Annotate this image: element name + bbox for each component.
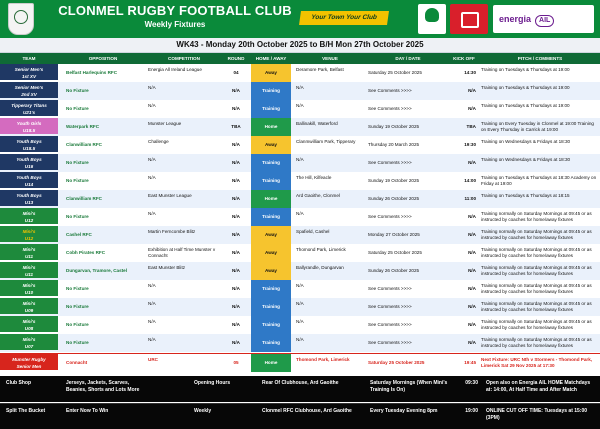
bucket-frequency: Weekly — [194, 408, 212, 414]
day-cell: Sunday 19 October 2025 — [368, 124, 420, 129]
bucket-location: Clonmel RFC Clubhouse, Ard Gaoithe — [262, 408, 352, 414]
day-cell: See Comments >>>> — [368, 304, 412, 309]
sponsor-name: energia — [499, 14, 532, 24]
pitch-cell: Training on Wednesdays & Fridays at 18:30 — [481, 157, 571, 162]
irfu-logo-icon — [418, 4, 446, 34]
opposition-cell: Waterpark RFC — [66, 124, 100, 129]
day-cell: Saturday 25 October 2025 — [368, 360, 425, 365]
day-cell: Monday 27 October 2025 — [368, 232, 420, 237]
opposition-cell: Belfast Harlequins RFC — [66, 70, 118, 75]
shop-hours-label: Opening Hours — [194, 380, 231, 386]
kick-off-cell: N/A — [468, 322, 476, 327]
day-cell: Saturday 25 October 2025 — [368, 70, 422, 75]
round-cell: N/A — [232, 286, 240, 291]
competition-cell: N/A — [148, 103, 156, 108]
kick-off-cell: N/A — [468, 268, 476, 273]
home-away-cell: Training — [251, 298, 291, 316]
table-row — [0, 316, 600, 334]
split-bucket-bar — [0, 403, 600, 429]
venue-cell: Thomond Park, Limerick — [296, 247, 346, 252]
col-opposition: OPPOSITION — [88, 56, 118, 61]
venue-cell: Ard Gaoithe, Clonmel — [296, 193, 340, 198]
day-cell: See Comments >>>> — [368, 88, 412, 93]
munster-row — [0, 353, 600, 372]
team-cell: Mini's U07 — [0, 334, 58, 350]
venue-cell: N/A — [296, 301, 304, 306]
venue-cell: N/A — [296, 283, 304, 288]
kick-off-cell: N/A — [468, 106, 476, 111]
col-day-date: DAY / DATE — [395, 56, 421, 61]
team-cell: Munster Rugby Senior Men — [0, 354, 58, 370]
venue-cell: The Hill, Kilfeacle — [296, 175, 332, 180]
opposition-cell: No Fixture — [66, 304, 89, 309]
team-cell: Youth Girls U18.5 — [0, 118, 58, 134]
venue-cell: Spafield, Cashel — [296, 229, 330, 234]
day-cell: Sunday 19 October 2025 — [368, 178, 420, 183]
competition-cell: URC — [148, 357, 158, 362]
home-away-cell: Home — [251, 354, 291, 372]
shop-items: Jerseys, Jackets, Scarves, Beanies, Shorts and Lots More — [66, 380, 140, 393]
kick-off-cell: N/A — [468, 160, 476, 165]
week-title: WK43 - Monday 20th October 2025 to B/H Mon 27th October 2025 — [0, 38, 600, 53]
home-away-cell: Home — [251, 190, 291, 208]
page-subtitle: Weekly Fixtures — [144, 20, 206, 29]
table-row — [0, 280, 600, 298]
opposition-cell: Cashel RFC — [66, 232, 92, 237]
kick-off-cell: 19:45 — [464, 360, 476, 365]
pitch-cell: Training normally on Saturday Mornings at 09:45 or as instructed by coaches for home/away fixtures — [481, 319, 592, 330]
home-away-cell: Away — [251, 136, 291, 154]
bucket-time: 19:00 — [465, 408, 478, 414]
venue-cell: N/A — [296, 211, 304, 216]
competition-cell: N/A — [148, 175, 156, 180]
col-pitch-comments: PITCH / COMMENTS — [517, 56, 563, 61]
kick-off-cell: N/A — [468, 286, 476, 291]
pitch-cell: Training on Tuesdays & Thursdays at 18:15 — [481, 193, 570, 198]
kick-off-cell: N/A — [468, 340, 476, 345]
kick-off-cell: 19:30 — [464, 142, 476, 147]
home-away-cell: Training — [251, 208, 291, 226]
opposition-cell: Clanwilliam RFC — [66, 196, 102, 201]
team-cell: Senior Men's 2nd XV — [0, 82, 58, 98]
table-row — [0, 226, 600, 244]
kick-off-cell: N/A — [468, 250, 476, 255]
venue-cell: N/A — [296, 85, 304, 90]
competition-cell: N/A — [148, 337, 156, 342]
opposition-cell: No Fixture — [66, 340, 89, 345]
shop-time: 09:30 — [465, 380, 478, 386]
day-cell: See Comments >>>> — [368, 322, 412, 327]
col-kick-off: KICK OFF — [453, 56, 475, 61]
table-row — [0, 154, 600, 172]
pitch-cell: Training on Tuesdays & Thursdays at 18:30 Academy on Friday at 19:00 — [481, 175, 597, 186]
col-competition: COMPETITION — [168, 56, 200, 61]
header-banner — [0, 0, 600, 38]
home-away-cell: Training — [251, 100, 291, 118]
round-cell: TBA — [231, 124, 241, 129]
table-row — [0, 172, 600, 190]
team-cell: Youth Boys U14 — [0, 172, 58, 188]
team-cell: Mini's U12 — [0, 226, 58, 242]
round-cell: 04 — [233, 70, 239, 75]
table-row — [0, 64, 600, 82]
pitch-cell: Next Fixture: URC Nth v Stormers - Thomond Park, Limerick Sat 29 Nov 2025 at 17:30 — [481, 357, 593, 368]
opposition-cell: Clanwilliam RFC — [66, 142, 102, 147]
round-cell: N/A — [232, 142, 240, 147]
table-row — [0, 208, 600, 226]
munster-logo-icon — [450, 4, 488, 34]
kick-off-cell: 14:00 — [464, 178, 476, 183]
pitch-cell: Training normally on Saturday Mornings at 09:45 or as instructed by coaches for home/away fixtures — [481, 283, 592, 294]
day-cell: Sunday 26 October 2025 — [368, 196, 420, 201]
round-cell: N/A — [232, 340, 240, 345]
venue-cell: N/A — [296, 337, 304, 342]
competition-cell: East Munster League — [148, 193, 192, 198]
round-cell: N/A — [232, 160, 240, 165]
home-away-cell: Away — [251, 226, 291, 244]
team-cell: Senior Men's 1st XV — [0, 64, 58, 80]
round-cell: N/A — [232, 232, 240, 237]
home-away-cell: Away — [251, 244, 291, 262]
day-cell: See Comments >>>> — [368, 340, 412, 345]
venue-cell: Clanmwilliam Park, Tipperary — [296, 139, 356, 144]
opposition-cell: Connacht — [66, 360, 88, 365]
day-cell: Thursday 20 March 2025 — [368, 142, 420, 147]
table-row — [0, 136, 600, 154]
page-title: CLONMEL RUGBY FOOTBALL CLUB — [58, 3, 292, 18]
kick-off-cell: N/A — [468, 88, 476, 93]
team-cell: Youth Boys U18.5 — [0, 136, 58, 152]
competition-cell: East Munster Blitz — [148, 265, 186, 270]
home-away-cell: Training — [251, 82, 291, 100]
kick-off-cell: N/A — [468, 214, 476, 219]
round-cell: N/A — [232, 268, 240, 273]
competition-cell: Munster League — [148, 121, 182, 126]
team-cell: Mini's U08 — [0, 316, 58, 332]
round-cell: N/A — [232, 214, 240, 219]
competition-cell: N/A — [148, 283, 156, 288]
kick-off-cell: 11:00 — [464, 196, 476, 201]
bucket-enter: Enter Now To Win — [66, 408, 109, 414]
home-away-cell: Away — [251, 64, 291, 82]
pitch-cell: Training normally on Saturday Mornings at 09:45 or as instructed by coaches for home/away fixtures — [481, 301, 592, 312]
day-cell: See Comments >>>> — [368, 214, 412, 219]
venue-cell: N/A — [296, 157, 304, 162]
pitch-cell: Training normally on Saturday Mornings at 09:45 or as instructed by coaches for home/away fixtures — [481, 247, 592, 258]
day-cell: See Comments >>>> — [368, 106, 412, 111]
competition-cell: N/A — [148, 85, 156, 90]
competition-cell: N/A — [148, 157, 156, 162]
shop-label: Club Shop — [6, 380, 31, 386]
shop-location: Rear Of Clubhouse, Ard Gaoithe — [262, 380, 339, 386]
opposition-cell: No Fixture — [66, 88, 89, 93]
shop-days: Saturday Mornings (When Mini's Training Is On) — [370, 380, 448, 393]
pitch-cell: Training on Every Tuesday in Clonmel at 19:00 Training on Every Thursday in Carrick at 19:00 — [481, 121, 594, 132]
col-home-away: HOME / AWAY — [255, 56, 287, 61]
table-row — [0, 100, 600, 118]
team-cell: Mini's U11 — [0, 244, 58, 260]
round-cell: N/A — [232, 88, 240, 93]
team-cell: Youth Boys U16 — [0, 154, 58, 170]
competition-cell: Energia All Ireland League — [148, 67, 202, 72]
opposition-cell: No Fixture — [66, 160, 89, 165]
bucket-label: Split The Bucket — [6, 408, 46, 414]
pitch-cell: Training on Tuesdays & Thursdays at 19:00 — [481, 85, 570, 90]
competition-cell: Challenge — [148, 139, 169, 144]
col-venue: VENUE — [322, 56, 338, 61]
venue-cell: Ballyrandle, Dungarvan — [296, 265, 344, 270]
pitch-cell: Training normally on Saturday Mornings at 09:45 or as instructed by coaches for home/away fixtures — [481, 337, 592, 348]
team-cell: Mini's U10 — [0, 280, 58, 296]
day-cell: Saturday 25 October 2025 — [368, 250, 422, 255]
pitch-cell: Training on Tuesdays & Thursdays at 19:00 — [481, 67, 570, 72]
opposition-cell: No Fixture — [66, 286, 89, 291]
round-cell: N/A — [232, 250, 240, 255]
sponsor-ail: AIL — [535, 15, 554, 27]
kick-off-cell: TBA — [466, 124, 476, 129]
sponsor-logo — [493, 5, 594, 33]
team-cell: Mini's U12 — [0, 208, 58, 224]
pitch-cell: Training on Wednesdays & Fridays at 18:30 — [481, 139, 571, 144]
venue-cell: N/A — [296, 103, 304, 108]
table-row — [0, 190, 600, 208]
team-cell: Mini's U11 — [0, 262, 58, 278]
kick-off-cell: N/A — [468, 232, 476, 237]
shop-note: Open also on Energia AIL HOME Matchdays at: 14:00, At Half Time and After Match — [486, 380, 591, 393]
table-row — [0, 82, 600, 100]
table-header — [0, 53, 600, 64]
competition-cell: N/A — [148, 301, 156, 306]
pitch-cell: Training normally on Saturday Mornings at 09:45 or as instructed by coaches for home/away fixtures — [481, 229, 592, 240]
pitch-cell: Training normally on Saturday Mornings at 09:45 or as instructed by coaches for home/away fixtures — [481, 265, 592, 276]
kick-off-cell: N/A — [468, 304, 476, 309]
round-cell: N/A — [232, 304, 240, 309]
home-away-cell: Training — [251, 280, 291, 298]
pitch-cell: Training normally on Saturday Mornings at 09:45 or as instructed by coaches for home/away fixtures — [481, 211, 592, 222]
round-cell: N/A — [232, 178, 240, 183]
competition-cell: N/A — [148, 319, 156, 324]
opposition-cell: No Fixture — [66, 106, 89, 111]
round-cell: N/A — [232, 196, 240, 201]
team-cell: Youth Boys U13 — [0, 190, 58, 206]
venue-cell: Thomond Park, Limerick — [296, 357, 350, 362]
home-away-cell: Away — [251, 262, 291, 280]
team-cell: Tipperary Titans U21's — [0, 100, 58, 116]
home-away-cell: Training — [251, 154, 291, 172]
competition-cell: Exhibition at Half Time Munster v Connacht — [148, 247, 216, 258]
home-away-cell: Training — [251, 172, 291, 190]
bucket-days: Every Tuesday Evening 8pm — [370, 408, 438, 414]
table-row — [0, 244, 600, 262]
round-cell: N/A — [232, 322, 240, 327]
table-row — [0, 298, 600, 316]
opposition-cell: No Fixture — [66, 214, 89, 219]
tagline-badge: Your Town Your Club — [299, 11, 389, 25]
bucket-note: ONLINE CUT OFF TIME: Tuesdays at 15:00 (3PM) — [486, 408, 588, 421]
competition-cell: Martin Ferncombe Blitz — [148, 229, 196, 234]
venue-cell: Ballinakill, Waterford — [296, 121, 338, 126]
venue-cell: N/A — [296, 319, 304, 324]
opposition-cell: Dungarvan, Tramore, Castel — [66, 268, 128, 273]
round-cell: N/A — [232, 106, 240, 111]
round-cell: 05 — [233, 360, 239, 365]
opposition-cell: No Fixture — [66, 178, 89, 183]
competition-cell: N/A — [148, 211, 156, 216]
table-row — [0, 334, 600, 352]
home-away-cell: Training — [251, 334, 291, 352]
opposition-cell: Cobh Pirates RFC — [66, 250, 106, 255]
kick-off-cell: 14:30 — [464, 70, 476, 75]
day-cell: Sunday 26 October 2025 — [368, 268, 420, 273]
venue-cell: Deramore Park, Belfast — [296, 67, 344, 72]
day-cell: See Comments >>>> — [368, 160, 412, 165]
table-row — [0, 262, 600, 280]
home-away-cell: Training — [251, 316, 291, 334]
club-shop-bar — [0, 376, 600, 402]
col-round: ROUND — [227, 56, 245, 61]
col-team: TEAM — [22, 56, 36, 61]
pitch-cell: Training on Tuesdays & Thursdays at 19:00 — [481, 103, 570, 108]
team-cell: Mini's U09 — [0, 298, 58, 314]
home-away-cell: Home — [251, 118, 291, 136]
day-cell: See Comments >>>> — [368, 286, 412, 291]
opposition-cell: No Fixture — [66, 322, 89, 327]
table-row — [0, 118, 600, 136]
